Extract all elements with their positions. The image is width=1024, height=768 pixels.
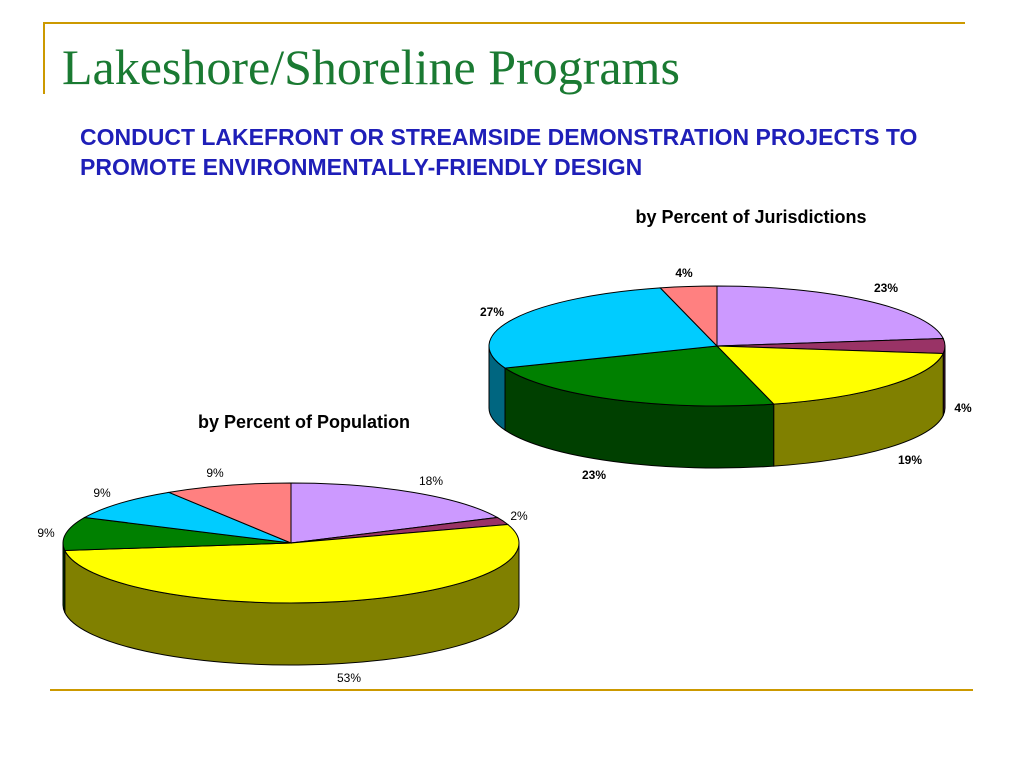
slice-label-population-6: 9% (206, 466, 224, 480)
jurisdictions-pie-chart (480, 207, 972, 482)
pie-top (63, 483, 519, 603)
slice-label-population-4: 9% (37, 526, 55, 540)
chart-title-jurisdictions: by Percent of Jurisdictions (635, 207, 867, 227)
slice-label-jurisdictions-3: 19% (897, 453, 923, 467)
slide-title: Lakeshore/Shoreline Programs (62, 39, 680, 95)
slice-label-jurisdictions-2: 4% (954, 401, 972, 415)
slice-label-population-5: 9% (93, 486, 111, 500)
population-pie-chart (37, 412, 528, 685)
bottom-accent-line (50, 689, 973, 691)
slice-label-jurisdictions-6: 4% (675, 266, 693, 280)
chart-title-population: by Percent of Population (197, 412, 411, 432)
slice-label-jurisdictions-1: 23% (873, 281, 899, 295)
slice-label-population-3: 53% (336, 671, 362, 685)
slice-label-population-1: 18% (418, 474, 444, 488)
pie-slice-jurisdictions-1 (717, 286, 943, 346)
slice-label-jurisdictions-5: 27% (479, 305, 505, 319)
slice-label-population-2: 2% (510, 509, 528, 523)
slice-label-jurisdictions-4: 23% (581, 468, 607, 482)
slide-subtitle: CONDUCT LAKEFRONT OR STREAMSIDE DEMONSTRATION PROJECTS TO PROMOTE ENVIRONMENTALLY-FRIENDLY DESIGN (80, 124, 918, 180)
pie-slice-side-population-4 (63, 543, 65, 613)
pie-top (489, 286, 945, 406)
